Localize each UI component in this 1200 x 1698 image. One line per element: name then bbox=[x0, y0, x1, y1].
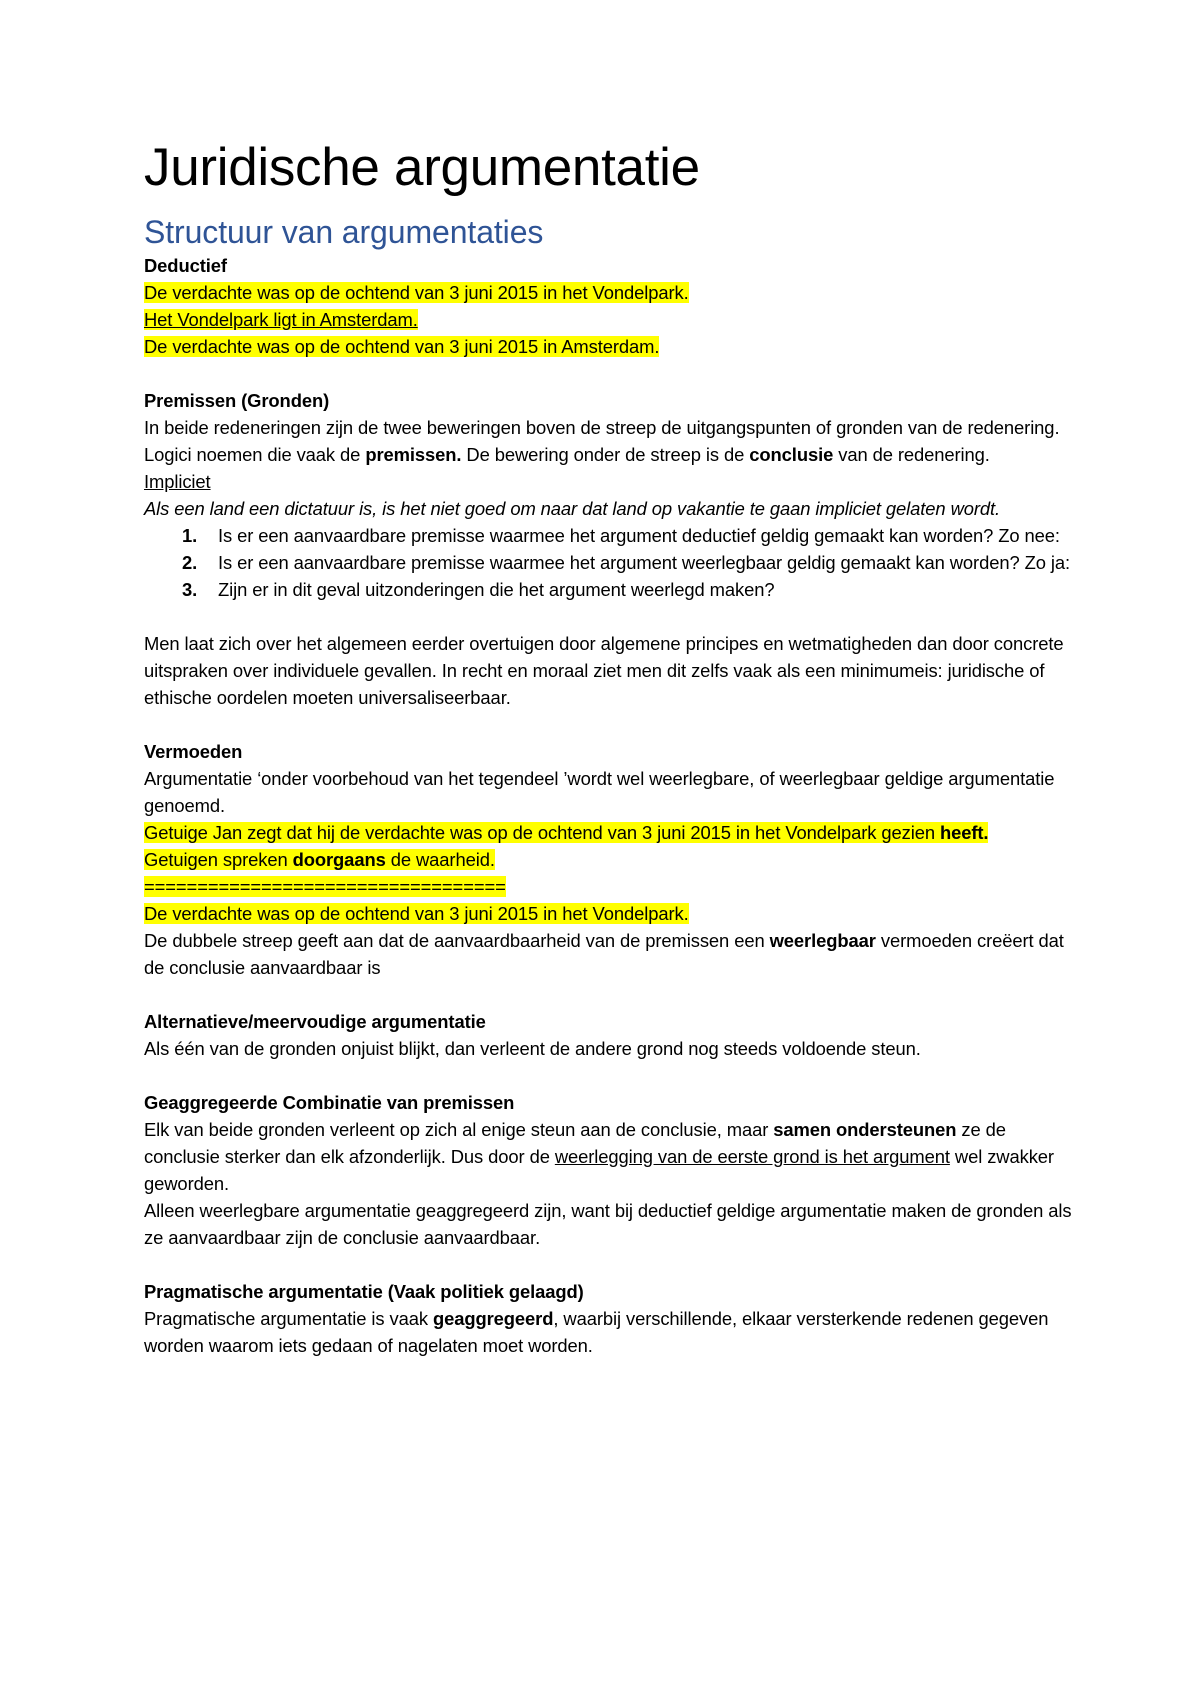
document-title: Juridische argumentatie bbox=[144, 138, 700, 197]
list-item: 1. Is er een aanvaardbare premisse waarmee het argument deductief geldig gemaakt kan worden? Zo nee: bbox=[182, 525, 1060, 546]
vermoeden-outro: De dubbele streep geeft aan dat de aanvaardbaarheid van de premissen een weerlegbaar vermoeden creëert dat de conclusie aanvaardbaar is bbox=[144, 930, 1064, 978]
geaggregeerd-paragraph: Elk van beide gronden verleent op zich al enige steun aan de conclusie, maar samen ondersteunen ze de conclusie sterker dan elk afzonderlijk. Dus door de weerlegging van de eerste grond is het argument wel zwakker geworden. bbox=[144, 1119, 1054, 1194]
premissen-label: Premissen (Gronden) bbox=[144, 390, 330, 411]
impliciet-text: Als een land een dictatuur is, is het niet goed om naar dat land op vakantie te gaan impliciet gelaten wordt. bbox=[144, 498, 1001, 519]
list-item: 3. Zijn er in dit geval uitzonderingen die het argument weerlegd maken? bbox=[182, 579, 775, 600]
vermoeden-premise-1: Getuige Jan zegt dat hij de verdachte was op de ochtend van 3 juni 2015 in het Vondelpark gezien heeft. bbox=[144, 822, 989, 843]
pragmatisch-paragraph: Pragmatische argumentatie is vaak geaggregeerd, waarbij verschillende, elkaar versterkende redenen gegeven worden waarom iets gedaan of nagelaten moet worden. bbox=[144, 1308, 1049, 1356]
vermoeden-premise-2: Getuigen spreken doorgaans de waarheid. bbox=[144, 849, 495, 870]
deductief-premise-2: Het Vondelpark ligt in Amsterdam. bbox=[144, 309, 418, 330]
universaliseerbaar-paragraph: Men laat zich over het algemeen eerder overtuigen door algemene principes en wetmatigheden dan door concrete uitspraken over individuele gevallen. In recht en moraal ziet men dit zelfs vaak als een minimumeis: juridische of ethische oordelen moeten universaliseerbaar. bbox=[144, 633, 1064, 708]
pragmatisch-label: Pragmatische argumentatie (Vaak politiek gelaagd) bbox=[144, 1281, 584, 1302]
list-item: 2. Is er een aanvaardbare premisse waarmee het argument weerlegbaar geldig gemaakt kan worden? Zo ja: bbox=[182, 552, 1070, 573]
alternatief-label: Alternatieve/meervoudige argumentatie bbox=[144, 1011, 486, 1032]
geaggregeerd-paragraph-2: Alleen weerlegbare argumentatie geaggregeerd zijn, want bij deductief geldige argumentatie maken de gronden als ze aanvaardbaar zijn de conclusie aanvaardbaar. bbox=[144, 1200, 1072, 1248]
numbered-list bbox=[144, 522, 1074, 603]
vermoeden-label: Vermoeden bbox=[144, 741, 243, 762]
deductief-premise-1: De verdachte was op de ochtend van 3 juni 2015 in het Vondelpark. bbox=[144, 282, 689, 303]
impliciet-label: Impliciet bbox=[144, 471, 211, 492]
double-rule: ================================== bbox=[144, 876, 506, 897]
document-content bbox=[144, 138, 1074, 1359]
deductief-label: Deductief bbox=[144, 255, 227, 276]
deductief-conclusion: De verdachte was op de ochtend van 3 juni 2015 in Amsterdam. bbox=[144, 336, 660, 357]
geaggregeerd-label: Geaggregeerde Combinatie van premissen bbox=[144, 1092, 515, 1113]
vermoeden-conclusion: De verdachte was op de ochtend van 3 juni 2015 in het Vondelpark. bbox=[144, 903, 689, 924]
section-heading: Structuur van argumentaties bbox=[144, 214, 544, 250]
alternatief-text: Als één van de gronden onjuist blijkt, dan verleent de andere grond nog steeds voldoende steun. bbox=[144, 1038, 921, 1059]
vermoeden-intro: Argumentatie ‘onder voorbehoud van het tegendeel ’wordt wel weerlegbare, of weerlegbaar geldige argumentatie genoemd. bbox=[144, 768, 1055, 816]
premissen-paragraph: In beide redeneringen zijn de twee beweringen boven de streep de uitgangspunten of gronden van de redenering. Logici noemen die vaak de premissen. De bewering onder de streep is de conclusie van de redenering. bbox=[144, 417, 1060, 465]
